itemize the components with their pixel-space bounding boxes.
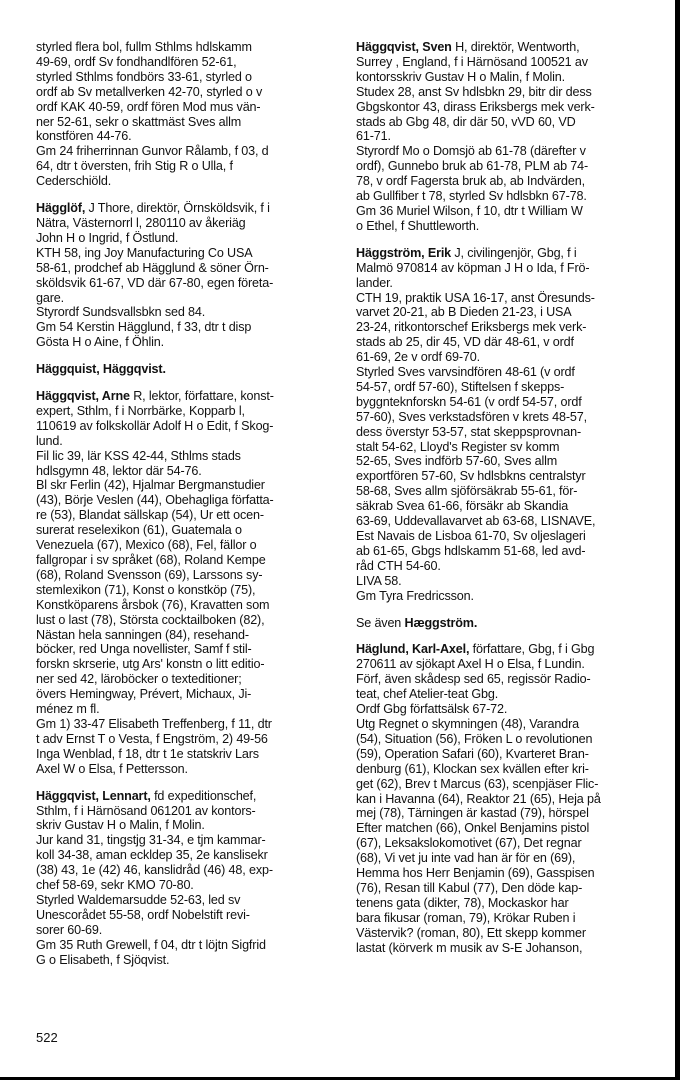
- text-line: Nätra, Västernorrl l, 280110 av åkeriäg: [36, 215, 246, 230]
- entry-name: Hägglöf,: [36, 201, 86, 216]
- text-line: 61-71.: [356, 129, 391, 144]
- text-line: 49-69, ordf Sv fondhandlfören 52-61,: [36, 54, 237, 69]
- text-line: t adv Ernst T o Vesta, f Engström, 2) 49-56: [36, 731, 268, 746]
- text-line: (54), Situation (56), Fröken L o revolutionen: [356, 731, 593, 746]
- text-line: Hemma hos Herr Benjamin (69), Gasspisen: [356, 866, 595, 881]
- text-line: forskn skrserie, utg Ars' konstn o litt editio-: [36, 657, 265, 672]
- text-line: stemlexikon (71), Konst o konstköp (75),: [36, 582, 256, 597]
- text-line: 52-65, Sves indförb 57-60, Sves allm: [356, 454, 558, 469]
- text-line: ordf KAK 40-59, ordf fören Mod mus vän-: [36, 99, 261, 114]
- entry-heading-line: Häglund, Karl-Axel, författare, Gbg, f i Gbg: [356, 642, 595, 657]
- text-line: 63-69, Uddevallavarvet ab 63-68, LISNAVE,: [356, 514, 596, 529]
- text-line: byggnteknforskn 54-61 (v ordf 54-57, ordf: [356, 394, 582, 409]
- text-line: råd CTH 54-60.: [356, 558, 441, 573]
- text-line: Studex 28, anst Sv hdlsbkn 29, bitr dir dess: [356, 84, 592, 99]
- text-line: 58-61, prodchef ab Hägglund & söner Örn-: [36, 260, 269, 275]
- text-line: styrled Sthlms fondbörs 33-61, styrled o: [36, 69, 252, 84]
- text-line: Gösta H o Aine, f Öhlin.: [36, 335, 165, 350]
- text-line: kontorsskriv Gustav H o Malin, f Molin.: [356, 69, 566, 84]
- text-line: 110619 av folkskollär Adolf H o Edit, f Skog-: [36, 418, 274, 433]
- text-line: 64, dtr t översten, frih Stig R o Ulla, f: [36, 159, 233, 174]
- page-edge-right: [675, 0, 680, 1080]
- entry-heading-line: Hägglöf, J Thore, direktör, Örnsköldsvik, f i: [36, 201, 270, 216]
- entry: [356, 642, 653, 955]
- entry: [36, 389, 333, 777]
- entry-heading-line: Häggqvist, Sven H, direktör, Wentworth,: [356, 40, 580, 54]
- text-line: o Ethel, f Shuttleworth.: [356, 218, 480, 233]
- text-line: Inga Wenblad, f 18, dtr t 1e statskriv Lars: [36, 746, 259, 761]
- text-line: Efter matchen (66), Onkel Benjamins pistol: [356, 821, 590, 836]
- entry: [36, 789, 333, 968]
- text-line: ner 52-61, sekr o skattmäst Sves allm: [36, 114, 242, 129]
- see-also-name: Hæggström.: [404, 615, 478, 630]
- entry: [36, 362, 333, 377]
- text-line: ner sed 42, läroböcker o texteditioner;: [36, 672, 242, 687]
- text-line: teat, chef Atelier-teat Gbg.: [356, 687, 499, 702]
- text-line: dess överstyr 53-57, stat skeppsprovnan-: [356, 424, 581, 439]
- text-line: Gm Tyra Fredricsson.: [356, 588, 474, 603]
- page-number: 522: [36, 1030, 58, 1045]
- text-line: Gm 35 Ruth Grewell, f 04, dtr t löjtn Sigfrid: [36, 937, 266, 952]
- text-line: sköldsvik 61-67, VD där 67-80, egen företa-: [36, 275, 274, 290]
- text-line: lastat (körverk m musik av S-E Johanson,: [356, 940, 583, 955]
- text-line: lander.: [356, 275, 393, 290]
- text-line: (68), Roland Svensson (69), Larssons sy-: [36, 567, 263, 582]
- entry: [36, 201, 333, 350]
- entry: [356, 246, 653, 604]
- text-line: konstfören 44-76.: [36, 129, 132, 144]
- entry-heading-line: Häggqvist, Lennart, fd expeditionschef,: [36, 788, 257, 803]
- text-line: säkrab Svea 61-66, försäkr ab Skandia: [356, 499, 569, 514]
- text-line: Gm 1) 33-47 Elisabeth Treffenberg, f 11, dtr: [36, 716, 272, 731]
- text-line: Förf, även skådesp sed 65, regissör Radio-: [356, 672, 591, 687]
- text-line: (59), Operation Safari (60), Kvarteret Bran-: [356, 746, 589, 761]
- text-line: (76), Resan till Kabul (77), Den döde kap-: [356, 880, 583, 895]
- text-line: stads ab 25, dir 45, VD där 48-61, v ordf: [356, 335, 574, 350]
- text-line: hdlsgymn 48, lektor där 54-76.: [36, 463, 202, 478]
- text-line: Konstköparens årsbok (76), Kravatten som: [36, 597, 270, 612]
- text-line: ménez m fl.: [36, 702, 100, 717]
- text-line: Ordf Gbg författsälsk 67-72.: [356, 702, 508, 717]
- text-line: Västervik? (roman, 80), Ett skepp kommer: [356, 925, 586, 940]
- text-line: varvet 20-21, ab B Dieden 21-23, i USA: [356, 305, 572, 320]
- text-line: Gm 24 friherrinnan Gunvor Rålamb, f 03, d: [36, 144, 269, 159]
- entry: [356, 616, 653, 631]
- text-line: 78, v ordf Fagersta bruk ab, ab Indvärden,: [356, 174, 585, 189]
- text-line: Nästan hela sanningen (84), resehand-: [36, 627, 249, 642]
- text-line: lust o last (78), Största cocktailboken (82),: [36, 612, 265, 627]
- entry: [36, 40, 333, 189]
- entry-name: Häggström, Erik: [356, 245, 452, 260]
- entry-name: Häggqvist, Lennart,: [36, 788, 151, 803]
- text-line: tenens gata (dikter, 78), Mockaskor har: [356, 895, 569, 910]
- text-line: Styrled Waldemarsudde 52-63, led sv: [36, 892, 241, 907]
- text-line: (38) 43, 1e (42) 46, kanslidråd (46) 48, exp-: [36, 863, 273, 878]
- text-line: LIVA 58.: [356, 573, 402, 588]
- right-column: [356, 40, 653, 967]
- text-line: surerat reselexikon (61), Guatemala o: [36, 523, 242, 538]
- text-line: sorer 60-69.: [36, 922, 103, 937]
- text-line: fallgropar i sv språket (68), Roland Kempe: [36, 553, 266, 567]
- text-line: Unescorådet 55-58, ordf Nobelstift revi-: [36, 907, 250, 922]
- text-line: Styrordf Sundsvallsbkn sed 84.: [36, 305, 206, 320]
- text-line: Gm 54 Kerstin Hägglund, f 33, dtr t disp: [36, 320, 252, 335]
- text-line: Bl skr Ferlin (42), Hjalmar Bergmanstudier: [36, 478, 265, 493]
- text-line: Gbgskontor 43, dirass Eriksbergs mek verk-: [356, 99, 595, 114]
- text-line: Est Navais de Lisboa 61-70, Sv oljeslageri: [356, 529, 586, 543]
- entry-name: Häggqvist, Sven: [356, 40, 452, 54]
- text-line: G o Elisabeth, f Sjöqvist.: [36, 952, 170, 967]
- entry-name: Häggqvist, Arne: [36, 389, 130, 404]
- text-line: Jur kand 31, tingstjg 31-34, e tjm kammar-: [36, 833, 266, 848]
- text-line: Surrey , England, f i Härnösand 100521 av: [356, 54, 588, 69]
- text-line: Venezuela (67), Mexico (68), Fel, fällor o: [36, 538, 257, 553]
- text-line: KTH 58, ing Joy Manufacturing Co USA: [36, 245, 253, 260]
- text-line: mej (78), Tärningen är kastad (79), hörspel: [356, 806, 589, 821]
- text-line: stads ab Gbg 48, dir där 50, vVD 60, VD: [356, 114, 576, 129]
- entry-name: Häggquist, Häggqvist.: [36, 362, 166, 377]
- text-line: get (62), Brev t Marcus (63), scenpjäser Flic-: [356, 776, 599, 791]
- text-line: chef 58-69, sekr KMO 70-80.: [36, 878, 194, 893]
- text-line: kan i Havanna (64), Reaktor 21 (65), Heja på: [356, 791, 601, 806]
- text-line: Sthlm, f i Härnösand 061201 av kontors-: [36, 803, 256, 818]
- text-line: exportfören 57-60, Sv hdlsbkns centralstyr: [356, 469, 586, 484]
- text-line: koll 34-38, aman eckldep 35, 2e kanslisekr: [36, 848, 268, 863]
- text-line: 23-24, ritkontorschef Eriksbergs mek verk-: [356, 320, 587, 335]
- text-line: 54-57, ordf 57-60), Stiftelsen f skepps-: [356, 379, 565, 394]
- text-line: stalt 54-62, Lloyd's Register sv komm: [356, 439, 560, 454]
- text-line: Cederschiöld.: [36, 174, 112, 189]
- entry: [356, 40, 653, 234]
- text-line: Axel W o Elsa, f Pettersson.: [36, 761, 188, 776]
- entry-heading-line: Häggqvist, Arne R, lektor, författare, konst-: [36, 389, 274, 404]
- text-line: Utg Regnet o skymningen (48), Varandra: [356, 716, 579, 731]
- text-line: denburg (61), Klockan sex kvällen efter kri-: [356, 761, 589, 776]
- text-line: ab 61-65, Gbgs hdlskamm 51-68, led avd-: [356, 543, 586, 558]
- see-also-line: Se även Hæggström.: [356, 615, 478, 630]
- text-line: ordf), Gunnebo bruk ab 61-78, PLM ab 74-: [356, 159, 589, 174]
- text-line: Styrordf Mo o Domsjö ab 61-78 (därefter v: [356, 144, 586, 159]
- text-line: skriv Gustav H o Malin, f Molin.: [36, 818, 205, 833]
- text-line: Fil lic 39, lär KSS 42-44, Sthlms stads: [36, 448, 241, 463]
- text-line: böcker, red Unga novellister, Samf f stil-: [36, 642, 252, 657]
- text-line: Malmö 970814 av köpman J H o Ida, f Frö-: [356, 260, 590, 275]
- text-line: (43), Börje Veslen (44), Obehagliga författa-: [36, 493, 274, 508]
- text-line: Styrled Sves varvsindfören 48-61 (v ordf: [356, 365, 575, 380]
- text-line: 58-68, Sves allm sjöförsäkrab 55-61, för-: [356, 484, 578, 499]
- left-column: [36, 40, 333, 979]
- text-line: expert, Sthlm, f i Norrbärke, Kopparb l,: [36, 403, 245, 418]
- text-line: 57-60), Sves verkstadsfören v krets 48-57,: [356, 409, 587, 424]
- text-line: gare.: [36, 290, 64, 305]
- entry-name: Häglund, Karl-Axel,: [356, 642, 470, 657]
- text-line: Gm 36 Muriel Wilson, f 10, dtr t William W: [356, 203, 583, 218]
- text-line: lund.: [36, 433, 63, 448]
- entry-heading-line: Häggström, Erik J, civilingenjör, Gbg, f i: [356, 245, 577, 260]
- text-line: 61-69, 2e v ordf 69-70.: [356, 350, 480, 365]
- text-line: (68), Vi vet ju inte vad han är för en (69),: [356, 851, 576, 866]
- text-line: CTH 19, praktik USA 16-17, anst Öresunds-: [356, 290, 595, 305]
- text-line: ordf ab Sv metallverken 42-70, styrled o v: [36, 84, 263, 99]
- text-line: övers Hemingway, Prévert, Michaux, Ji-: [36, 687, 252, 702]
- text-line: bara fikusar (roman, 79), Krökar Ruben i: [356, 910, 576, 925]
- text-line: re (53), Blandat sällskap (54), Ur ett ocen-: [36, 508, 264, 523]
- text-line: John H o Ingrid, f Östlund.: [36, 230, 179, 245]
- text-line: ab Gullfiber t 78, styrled Sv hdlsbkn 67-78.: [356, 189, 587, 204]
- text-line: (67), Leksakslokomotivet (67), Det regnar: [356, 836, 582, 851]
- text-line: 270611 av sjökapt Axel H o Elsa, f Lundin.: [356, 657, 585, 672]
- entry-heading-line: [36, 362, 333, 377]
- text-line: styrled flera bol, fullm Sthlms hdlskamm: [36, 40, 252, 54]
